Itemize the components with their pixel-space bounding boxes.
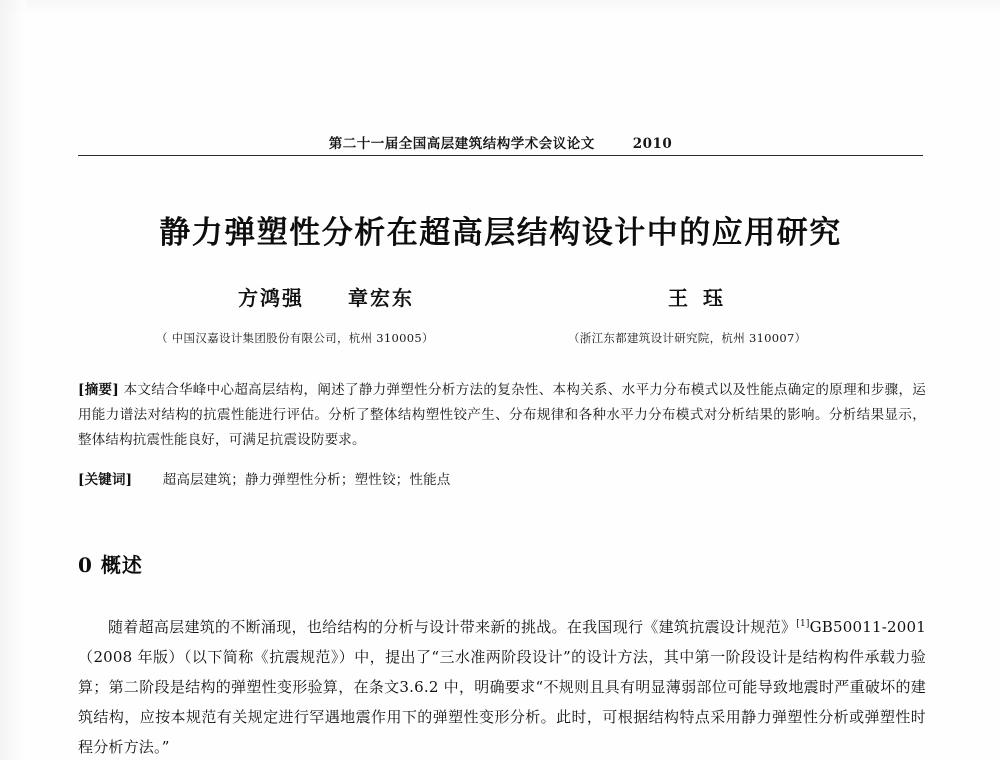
reference-marker-1: [1]	[796, 619, 810, 629]
keywords-block	[78, 468, 926, 493]
keywords-text: 超高层建筑；静力弹塑性分析；塑性铰；性能点	[162, 472, 451, 488]
body-paragraph-1	[78, 609, 926, 762]
author-group-right: 王 珏	[668, 286, 727, 310]
running-head-title: 第二十一届全国高层建筑结构学术会议论文	[328, 136, 595, 152]
body-paragraph-1-part-b: GB50011-2001（2008 年版）（以下简称《抗震规范》）中，提出了“三水准两阶段设计”的设计方法，其中第一阶段设计是结构构件承载力验算；第二阶段是结构的弹塑性变形验算，在条文3.6.2 中，明确要求“不规则且具有明显薄弱部位可能导致地震时严重破坏的建筑结构，应按本规范有关规定进行罕遇地震作用下的弹塑性变形分析。此时，可根据结构特点采用静力弹塑性分析或弹塑性时程分析方法。”	[78, 618, 926, 756]
abstract-label: [摘要]	[78, 382, 119, 398]
header-rule	[78, 155, 923, 156]
section-heading-0: 0 概述	[78, 552, 143, 577]
page-title: 静力弹塑性分析在超高层结构设计中的应用研究	[159, 214, 842, 251]
affiliation-right: （浙江东都建筑设计研究院，杭州 310007）	[568, 331, 807, 345]
keywords-label: [关键词]	[78, 472, 133, 488]
abstract-text: 本文结合华峰中心超高层结构，阐述了静力弹塑性分析方法的复杂性、本构关系、水平力分布模式以及性能点确定的原理和步骤，运用能力谱法对结构的抗震性能进行评估。分析了整体结构塑性铰产生、分布规律和各种水平力分布模式对分析结果的影响。分析结果显示，整体结构抗震性能良好，可满足抗震设防要求。	[78, 382, 926, 448]
abstract-block	[78, 378, 926, 453]
body-paragraph-1-part-a: 随着超高层建筑的不断涌现，也给结构的分析与设计带来新的挑战。在我国现行《建筑抗震设计规范》	[108, 618, 797, 636]
scan-edge-top	[0, 0, 1000, 16]
affiliation-left: （ 中国汉嘉设计集团股份有限公司，杭州 310005）	[156, 331, 434, 345]
running-head-year: 2010	[632, 136, 673, 152]
scan-edge-left	[0, 0, 26, 760]
author-group-left: 方鸿强 章宏东	[238, 286, 414, 310]
running-head	[78, 132, 923, 152]
